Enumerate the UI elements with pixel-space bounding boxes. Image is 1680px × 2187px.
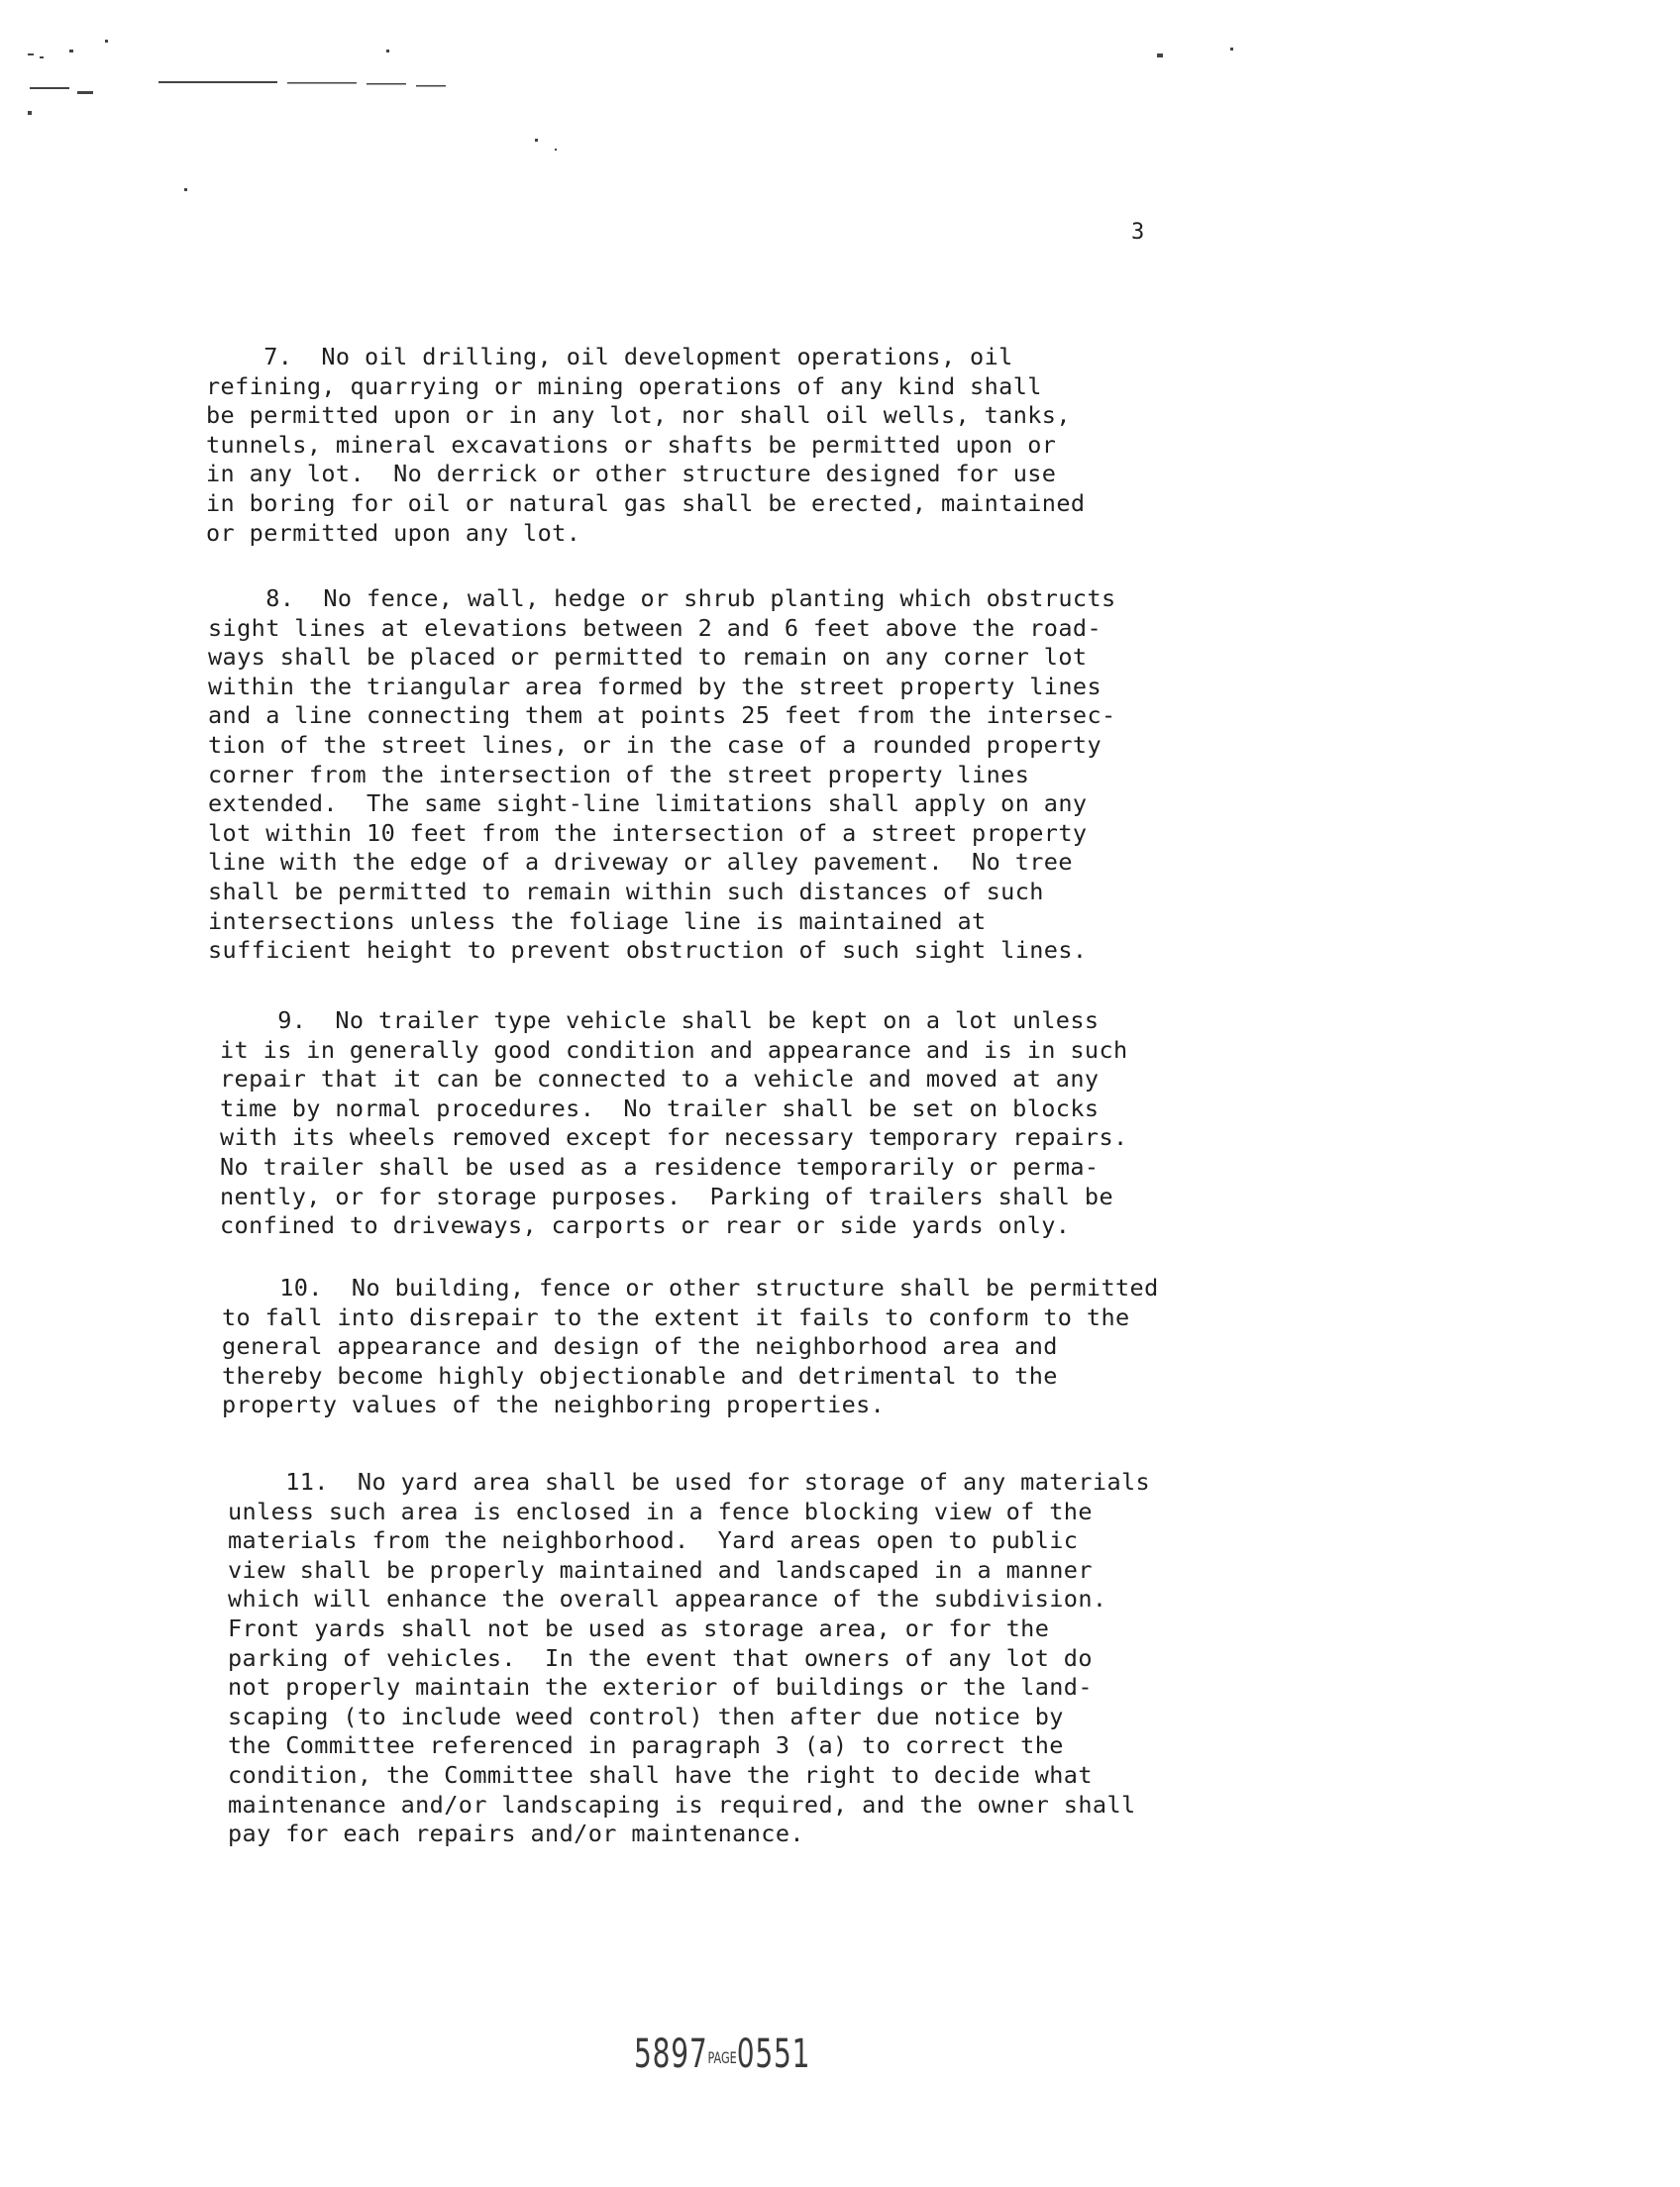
paragraph-line: which will enhance the overall appearance of the subdivision. <box>228 1585 1107 1614</box>
paragraph-line: be permitted upon or in any lot, nor shall oil wells, tanks, <box>206 401 1071 430</box>
paragraph-line: 11. No yard area shall be used for storage of any materials <box>228 1468 1151 1496</box>
paragraph-line: extended. The same sight-line limitations shall apply on any <box>208 789 1088 818</box>
paragraph-line: shall be permitted to remain within such distances of such <box>208 877 1044 905</box>
paragraph-line: maintenance and/or landscaping is required, and the owner shall <box>228 1790 1136 1819</box>
paragraph-line: materials from the neighborhood. Yard areas open to public <box>228 1526 1079 1555</box>
paragraph-line: unless such area is enclosed in a fence blocking view of the <box>228 1497 1093 1525</box>
paragraph-line: intersections unless the foliage line is maintained at <box>208 906 987 935</box>
paragraph-line: scaping (to include weed control) then after due notice by <box>228 1702 1064 1730</box>
paragraph-line: 10. No building, fence or other structure shall be permitted <box>222 1274 1159 1302</box>
paragraph-line: time by normal procedures. No trailer shall be set on blocks <box>220 1094 1100 1122</box>
paragraph-line: Front yards shall not be used as storage area, or for the <box>228 1614 1050 1642</box>
recording-stamp <box>634 2032 810 2080</box>
paragraph-line: 9. No trailer type vehicle shall be kept on a lot unless <box>220 1006 1100 1034</box>
paragraph-line: the Committee referenced in paragraph 3 (a) to correct the <box>228 1731 1064 1760</box>
paragraph-line: parking of vehicles. In the event that owners of any lot do <box>228 1643 1093 1672</box>
stamp-book-number: 5897 <box>634 2031 708 2077</box>
paragraph-9 <box>220 1006 1128 1241</box>
paragraph-line: 8. No fence, wall, hedge or shrub planting which obstructs <box>208 584 1116 612</box>
paragraph-line: with its wheels removed except for necessary temporary repairs. <box>220 1123 1128 1152</box>
paragraph-line: within the triangular area formed by the street property lines <box>208 672 1102 700</box>
scan-artifacts <box>0 0 1680 218</box>
paragraph-10 <box>222 1274 1159 1420</box>
paragraph-line: not properly maintain the exterior of buildings or the land- <box>228 1673 1093 1702</box>
paragraph-line: pay for each repairs and/or maintenance. <box>228 1820 804 1848</box>
paragraph-line: in any lot. No derrick or other structure designed for use <box>206 460 1057 488</box>
paragraph-line: it is in generally good condition and appearance and is in such <box>220 1035 1128 1064</box>
paragraph-line: confined to driveways, carports or rear or side yards only. <box>220 1211 1071 1240</box>
paragraph-line: nently, or for storage purposes. Parking of trailers shall be <box>220 1182 1113 1210</box>
paragraph-line: No trailer shall be used as a residence temporarily or perma- <box>220 1152 1100 1181</box>
paragraph-line: sight lines at elevations between 2 and 6 feet above the road- <box>208 613 1102 642</box>
paragraph-line: ways shall be placed or permitted to remain on any corner lot <box>208 643 1088 672</box>
paragraph-line: general appearance and design of the neighborhood area and <box>222 1332 1058 1361</box>
paragraph-line: tunnels, mineral excavations or shafts be permitted upon or <box>206 430 1057 459</box>
paragraph-line: thereby become highly objectionable and detrimental to the <box>222 1361 1058 1390</box>
stamp-page-number: 0551 <box>736 2031 811 2077</box>
paragraph-line: corner from the intersection of the street property lines <box>208 760 1030 788</box>
page-number: 3 <box>1131 220 1145 245</box>
paragraph-line: line with the edge of a driveway or alley pavement. No tree <box>208 848 1073 877</box>
paragraph-line: lot within 10 feet from the intersection of a street property <box>208 818 1088 847</box>
paragraph-line: refining, quarrying or mining operations of any kind shall <box>206 371 1042 400</box>
paragraph-line: condition, the Committee shall have the right to decide what <box>228 1760 1093 1789</box>
paragraph-line: 7. No oil drilling, oil development operations, oil <box>206 343 1013 370</box>
paragraph-line: repair that it can be connected to a vehicle and moved at any <box>220 1065 1100 1094</box>
paragraph-line: tion of the street lines, or in the case of a rounded property <box>208 730 1102 759</box>
paragraph-line: view shall be properly maintained and landscaped in a manner <box>228 1555 1093 1584</box>
paragraph-line: property values of the neighboring properties. <box>222 1391 886 1419</box>
paragraph-line: in boring for oil or natural gas shall be erected, maintained <box>206 488 1086 517</box>
paragraph-7 <box>206 343 1085 548</box>
paragraph-line: sufficient height to prevent obstruction of such sight lines. <box>208 936 1088 965</box>
paragraph-8 <box>208 584 1116 966</box>
paragraph-11 <box>228 1468 1150 1849</box>
paragraph-line: or permitted upon any lot. <box>206 518 581 547</box>
paragraph-line: to fall into disrepair to the extent it fails to conform to the <box>222 1302 1130 1331</box>
paragraph-line: and a line connecting them at points 25 feet from the intersec- <box>208 701 1116 730</box>
stamp-page-label: PAGE <box>707 2048 737 2067</box>
